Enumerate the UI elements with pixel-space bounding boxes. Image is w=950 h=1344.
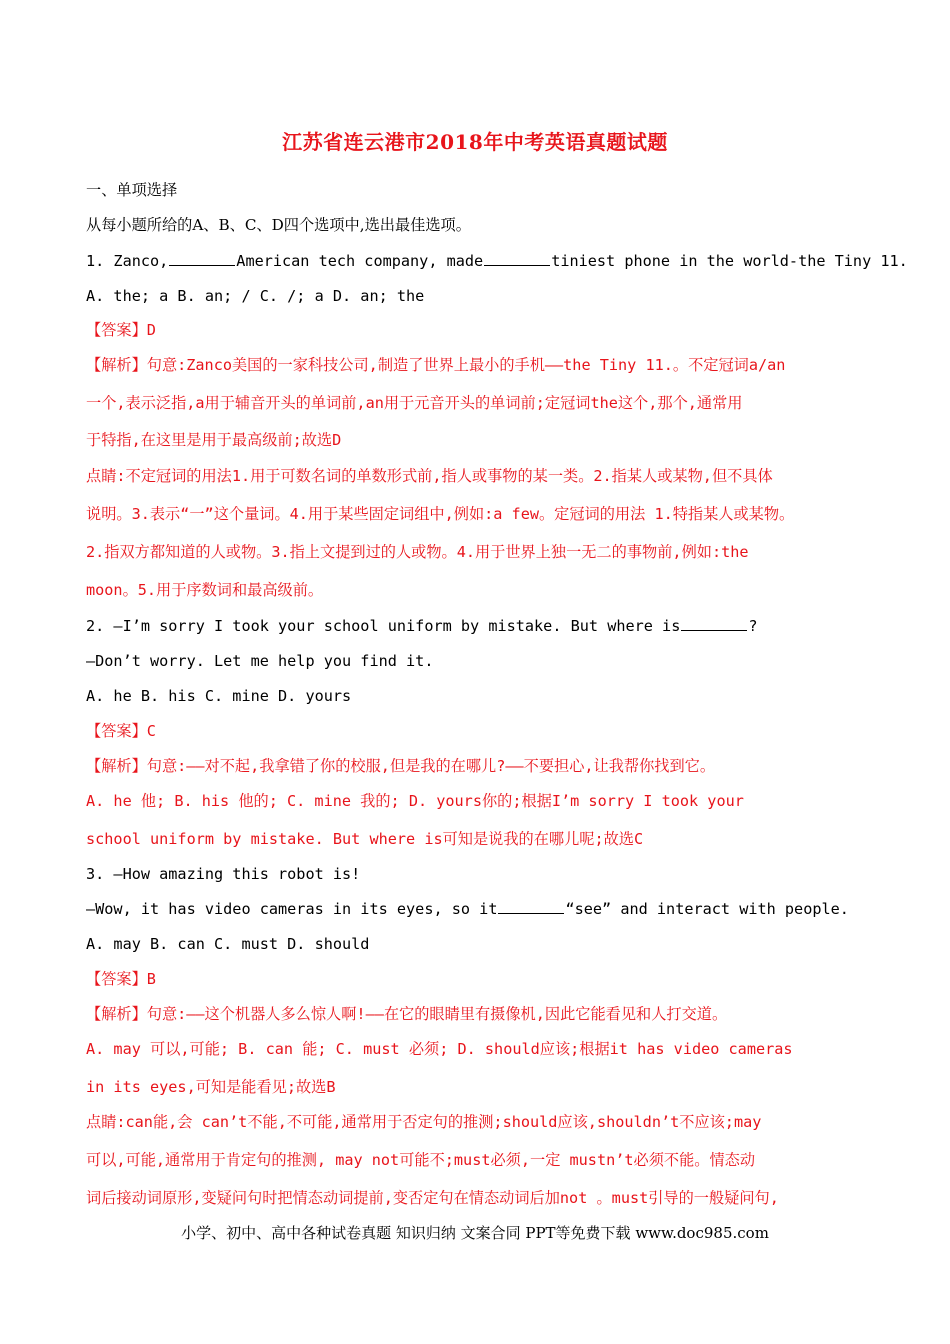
analysis-line: 于特指,在这里是用于最高级前;故选D [86, 431, 342, 449]
answer-blank [484, 264, 550, 266]
section-heading: 一、单项选择 [86, 181, 178, 199]
question-3-response: —Wow, it has video cameras in its eyes, so it “see” and interact with people. [86, 900, 849, 918]
question-2-response: —Don’t worry. Let me help you find it. [86, 652, 434, 670]
analysis-line: 【解析】句意:——这个机器人多么惊人啊!——在它的眼睛里有摄像机,因此它能看见和人打交道。 [86, 1005, 728, 1023]
analysis-line: 词后接动词原形,变疑问句时把情态动词提前,变否定句在情态动词后加not 。must引导的一般疑问句, [86, 1189, 779, 1207]
question-3-answer: 【答案】B [86, 970, 156, 988]
question-1-options: A. the; a B. an; / C. /; a D. an; the [86, 287, 425, 305]
analysis-line: moon。5.用于序数词和最高级前。 [86, 581, 324, 599]
analysis-line: 点睛:不定冠词的用法1.用于可数名词的单数形式前,指人或事物的某一类。2.指某人或某物,但不具体 [86, 467, 773, 485]
analysis-line: 说明。3.表示“一”这个量词。4.用于某些固定词组中,例如:a few。定冠词的用法 1.特指某人或某物。 [86, 505, 795, 523]
question-1-answer: 【答案】D [86, 321, 156, 339]
analysis-line: 【解析】句意:Zanco美国的一家科技公司,制造了世界上最小的手机——the Tiny 11.。不定冠词a/an [86, 356, 786, 374]
page-title: 江苏省连云港市2018年中考英语真题试题 [282, 130, 668, 154]
analysis-line: 【解析】句意:——对不起,我拿错了你的校服,但是我的在哪儿?——不要担心,让我帮你找到它。 [86, 757, 716, 775]
question-2-answer: 【答案】C [86, 722, 156, 740]
question-2: 2. —I’m sorry I took your school uniform by mistake. But where is ? [86, 617, 758, 635]
analysis-line: A. he 他; B. his 他的; C. mine 我的; D. yours你的;根据I’m sorry I took your [86, 792, 744, 810]
instruction-text: 从每小题所给的A、B、C、D四个选项中,选出最佳选项。 [86, 216, 471, 234]
analysis-line: 2.指双方都知道的人或物。3.指上文提到过的人或物。4.用于世界上独一无二的事物前,例如:the [86, 543, 749, 561]
page-footer: 小学、初中、高中各种试卷真题 知识归纳 文案合同 PPT等免费下载 www.doc985.com [181, 1224, 769, 1242]
answer-blank [498, 912, 564, 914]
analysis-line: 一个,表示泛指,a用于辅音开头的单词前,an用于元音开头的单词前;定冠词the这个,那个,通常用 [86, 394, 743, 412]
analysis-line: in its eyes,可知是能看见;故选B [86, 1078, 336, 1096]
analysis-line: A. may 可以,可能; B. can 能; C. must 必须; D. should应该;根据it has video cameras [86, 1040, 793, 1058]
analysis-line: 可以,可能,通常用于肯定句的推测, may not可能不;must必须,一定 mustn’t必须不能。情态动 [86, 1151, 756, 1169]
answer-blank [681, 629, 747, 631]
answer-blank [169, 264, 235, 266]
question-1: 1. Zanco, American tech company, made tiniest phone in the world-the Tiny 11. [86, 252, 908, 270]
analysis-line: 点睛:can能,会 can’t不能,不可能,通常用于否定句的推测;should应该,shouldn’t不应该;may [86, 1113, 762, 1131]
question-3: 3. —How amazing this robot is! [86, 865, 361, 883]
analysis-line: school uniform by mistake. But where is可知是说我的在哪儿呢;故选C [86, 830, 644, 848]
question-2-options: A. he B. his C. mine D. yours [86, 687, 352, 705]
question-3-options: A. may B. can C. must D. should [86, 935, 370, 953]
